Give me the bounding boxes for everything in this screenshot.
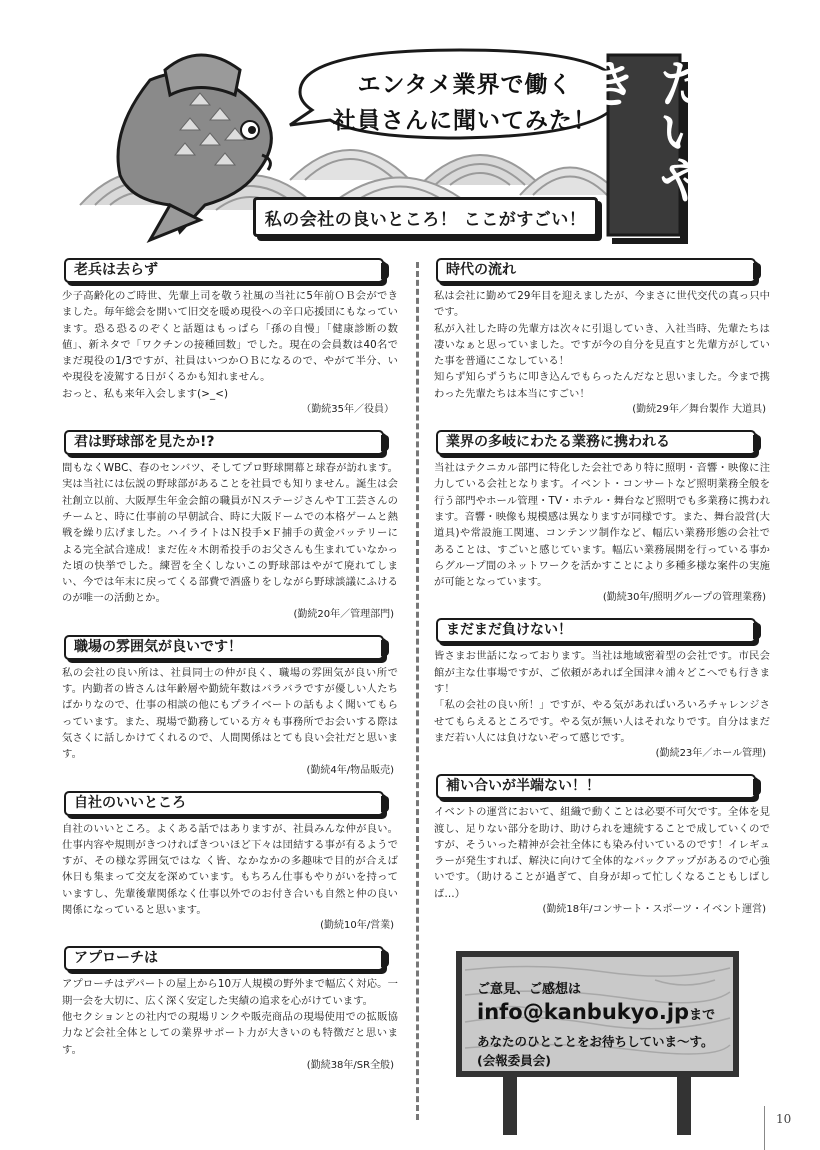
article-title: 自社のいいところ: [64, 791, 384, 816]
article-paragraph: イベントの運営において、組織で動くことは必要不可欠です。全体を見渡し、足りない部分を助け、助けられを連続することで成していくのですが、そういった精神が会社全体にも染み付いているのです！イレギュラーが発生すれば、解決に向けて全体的なバックアップがあるので心強いです。（助けることが過ぎて、自身が却って忙しくなることもしばしば…）: [434, 806, 770, 900]
right-column: [432, 258, 772, 930]
article-paragraph: 自社のいいところ。よくある話ではありますが、社員みんな仲が良い。仕事内容や規則がきつければきついほど下々は団結する事が有るようですが、その様な雰囲気ではな く皆、なかなかの多趣味で目的が合えば休日も集まって交友を深めています。もちろん仕事もやりがいを持っていますし、先輩後輩関係なく仕事以外でのお付き合いも自然と仲の良い関係になっていると思います。: [62, 822, 398, 917]
article-paragraph: 皆さまお世話になっております。当社は地域密着型の会社です。市民会館が主な仕事場ですが、ご依頼があれば全国津々浦々どこへでも行きます！: [434, 650, 770, 696]
feedback-prompt: ご意見、ご感想は: [477, 982, 582, 997]
article-signature: (勤続18年/コンサート・スポーツ・イベント運営): [542, 904, 766, 916]
article-signature: (勤続20年／管理部門): [293, 608, 394, 620]
article-title: アプローチは: [64, 946, 384, 971]
article-signature: (勤続38年/SR全般): [306, 1059, 394, 1071]
vertical-title: [612, 58, 676, 238]
article-section: [60, 258, 400, 417]
article-body: [432, 648, 772, 746]
article-title: 君は野球部を見たか!?: [64, 430, 384, 455]
column-divider: [416, 262, 419, 1120]
article-paragraph: アプローチはデパートの屋上から10万人規模の野外まで幅広く対応。一期一会を大切に、広く深く安定した実績の追求を心がけています。: [62, 978, 398, 1007]
article-body: [60, 821, 400, 919]
article-signature: (勤続30年/照明グループの管理業務): [602, 592, 766, 604]
feedback-committee: (会報委員会): [477, 1053, 551, 1068]
speech-line-2: 社員さんに聞いてみた！: [333, 108, 597, 134]
article-body: [432, 288, 772, 402]
article-section: [432, 430, 772, 605]
article-body: [60, 976, 400, 1057]
header-illustration: [0, 0, 820, 250]
feedback-message: あなたのひとことをお待ちしていま～す。: [477, 1034, 714, 1049]
article-section: [60, 791, 400, 934]
article-signature: (勤続10年/営業): [320, 920, 394, 932]
article-signature: (勤続4年/物品販売): [306, 764, 394, 776]
feedback-email-line: [477, 1000, 715, 1024]
article-paragraph: 当社はテクニカル部門に特化した会社であり特に照明・音響・映像に注力している会社となります。イベント・コンサートなど照明業務全般を行う部門やホール管理・TV・ホテル・舞台など照明でも多業務に携われます。音響・映像も規模感は異なりますが同様です。また、舞台設営(大道具)や常設施工関連、コンテンツ制作など、幅広い業務形態の会社であることは、すごいと感じています。幅広い業務展開を行っている事からグループ間のネットワークを活かすことにより多種多様な案件の実施が可能となっています。: [434, 462, 770, 589]
article-section: [60, 430, 400, 622]
article-body: [432, 460, 772, 590]
article-paragraph: 「私の会社の良い所！」ですが、やる気があればいろいろチャレンジさせてもらえるところです。やる気が無い人はそれなりです。自分はまだまだ若い人には負けないぞって感じです。: [434, 699, 770, 744]
taiyaki-fish-icon: [118, 55, 271, 240]
article-paragraph: 私は会社に勤めて29年目を迎えましたが、今まさに世代交代の真っ只中です。: [434, 290, 770, 319]
article-signature: (勤続29年／舞台製作 大道具): [632, 404, 766, 416]
article-signature: (勤続23年／ホール管理): [655, 748, 766, 760]
article-title: 老兵は去らず: [64, 258, 384, 283]
article-paragraph: 間もなくWBC、春のセンバツ、そしてプロ野球開幕と球春が訪れます。実は当社には伝説の野球部があることを社員でも知りません。誕生は会社創立以前、大阪厚生年金会館の職員がＮステージさんやＴ工芸さんのチームと、時に仕事前の早朝試合、時に大阪ドームでの本格ゲームと熱戦を繰り広げました。ハイライトはＮ投手×Ｆ捕手の黄金バッテリーによる完全試合達成！まだ佐々木朗希投手のお父さんも生まれていなかった頃の快挙でした。練習を全くしないこの野球部はやがて廃れてしまい、今では年末に戻ってくる部費で酒盛りをしながら野球談議にふけるのが唯一の活動とか。: [62, 462, 398, 605]
article-section: [432, 774, 772, 917]
article-body: [60, 288, 400, 402]
article-paragraph: 少子高齢化のご時世、先輩上司を敬う社風の当社に5年前ＯＢ会ができました。毎年総会を開いて旧交を暖め現役への辛口応援団にもなっています。恐る恐るのぞくと話題はもっぱら「孫の自慢」「健康診断の数値」、新ネタで「ワクチンの接種回数」でした。現在の会員数は40名でまだ現役の1/3ですが、社員はいつかＯＢになるので、やがて半分、いや現役を凌駕する日がくるかも知れません。: [62, 290, 398, 384]
article-body: [432, 804, 772, 902]
article-section: [60, 946, 400, 1072]
article-title: 時代の流れ: [436, 258, 756, 283]
article-signature: （勤続35年／役員）: [301, 404, 394, 416]
article-paragraph: おっと、私も来年入会します(>_<): [62, 387, 229, 400]
article-title: 業界の多岐にわたる業務に携われる: [436, 430, 756, 455]
speech-line-1: エンタメ業界で働く: [357, 72, 573, 98]
article-title: 職場の雰囲気が良いです！: [64, 635, 384, 660]
article-paragraph: 私が入社した時の先輩方は次々に引退していき、入社当時、先輩たちは凄いなぁと思っていました。ですが今の自分を見直すと先輩方がしていた事を普通にこなしている！: [434, 322, 770, 368]
feedback-email: info@kanbukyo.jp: [477, 1000, 690, 1024]
article-section: [432, 618, 772, 761]
article-paragraph: 他セクションとの社内での現場リンクや販売商品の現場使用での拡販協力など会社全体としての業界サポート力が大きいのも特徴だと思います。: [62, 1010, 398, 1056]
article-section: [60, 635, 400, 778]
article-paragraph: 知らず知らずうちに叩き込んでもらったんだなと思いました。今まで携わった先輩たちは本当にすごい！: [434, 371, 770, 400]
left-column: [60, 258, 400, 1086]
article-body: [60, 460, 400, 607]
article-title: 補い合いが半端ない！！: [436, 774, 756, 799]
feedback-email-suffix: まで: [689, 1008, 716, 1023]
page-subtitle: 私の会社の良いところ！ ここがすごい！: [253, 197, 598, 237]
article-body: [60, 665, 400, 763]
page-number-rule: [764, 1106, 765, 1150]
article-section: [432, 258, 772, 417]
page-number: 10: [776, 1112, 792, 1126]
article-title: まだまだ負けない！: [436, 618, 756, 643]
article-paragraph: 私の会社の良い所は、社員同士の仲が良く、職場の雰囲気が良い所です。内勤者の皆さんは年齢層や勤続年数はバラバラですが優しい人たちばかりなので、仕事の相談の他にもプライベートの話もよく聞いてもらっています。また、現場で勤務している方々も事務所でお会いする際は気さくに話しかけてくれるので、人間関係はとても良い会社だと思います。: [62, 666, 398, 761]
feedback-signboard: [455, 950, 740, 1135]
